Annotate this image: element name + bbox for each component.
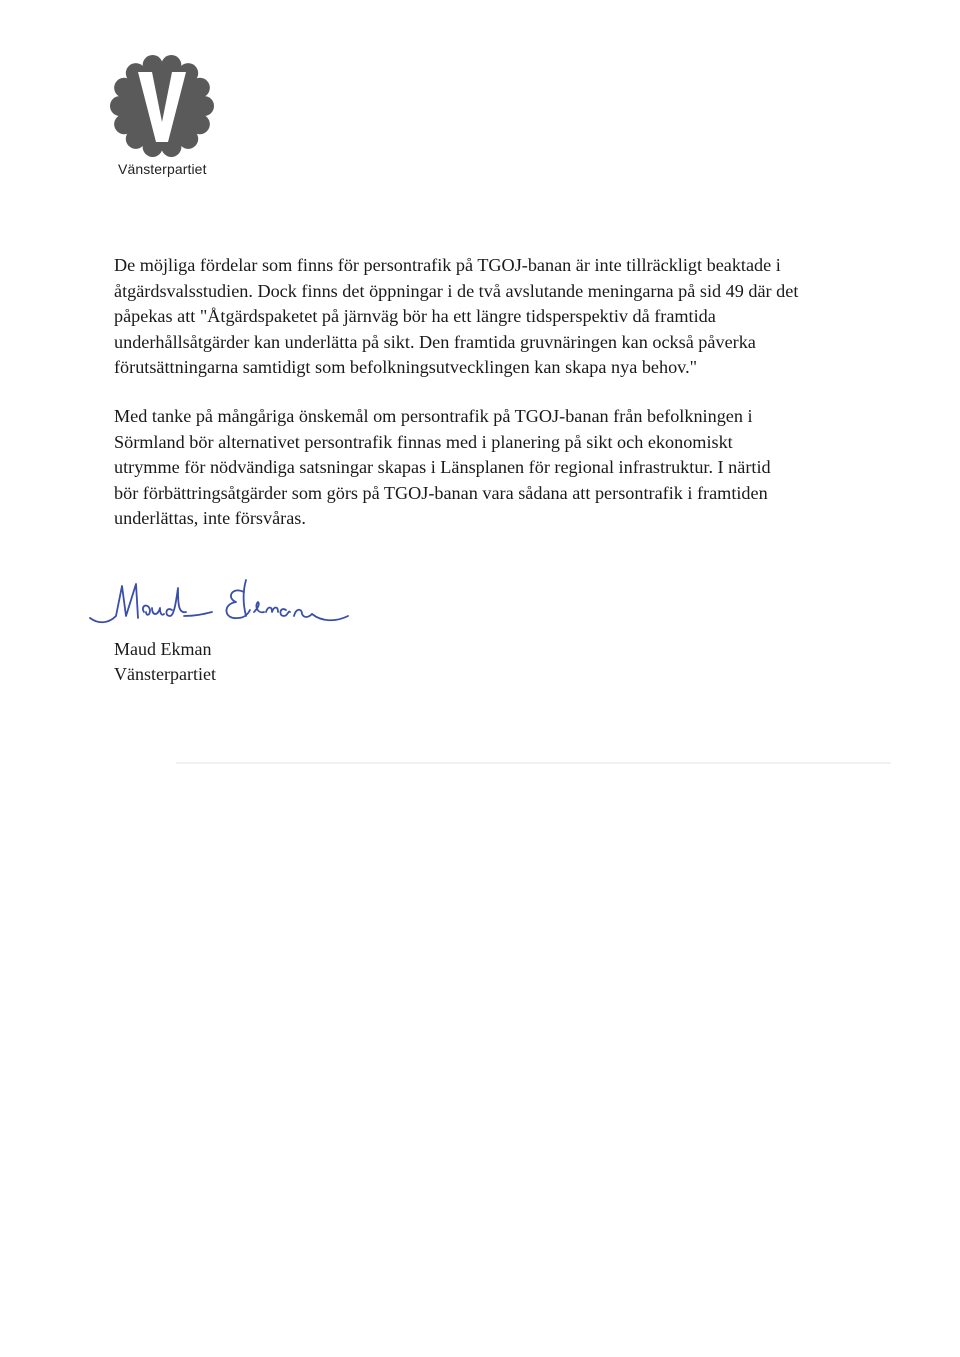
signatory-party: Vänsterpartiet	[114, 664, 216, 684]
paragraph-line: förutsättningarna samtidigt som befolkningsutvecklingen kan skapa nya behov."	[114, 357, 698, 378]
paragraph-line: De möjliga fördelar som finns för persontrafik på TGOJ-banan är inte tillräckligt beaktade i	[114, 255, 781, 275]
paragraph-line: underlättas, inte försvåras.	[114, 508, 306, 529]
paragraph-line: åtgärdsvalsstudien. Dock finns det öppningar i de två avslutande meningarna på sid 49 där det	[114, 280, 799, 301]
paragraph-line: Med tanke på mångåriga önskemål om persontrafik på TGOJ-banan från befolkningen i	[114, 406, 753, 426]
paragraph-1	[114, 253, 834, 381]
scan-divider	[176, 762, 891, 764]
paragraph-line: bör förbättringsåtgärder som görs på TGOJ-banan vara sådana att persontrafik i framtiden	[114, 482, 768, 503]
vansterpartiet-logo-icon	[108, 50, 216, 162]
paragraph-line: Sörmland bör alternativet persontrafik finnas med i planering på sikt och ekonomiskt	[114, 431, 733, 452]
paragraph-line: påpekas att "Åtgärdspaketet på järnväg bör ha ett längre tidsperspektiv då framtida	[114, 306, 716, 327]
paragraph-line: underhållsåtgärder kan underlätta på sikt. Den framtida gruvnäringen kan också påverka	[114, 331, 756, 352]
paragraph-2	[114, 404, 834, 532]
logo-caption: Vänsterpartiet	[118, 161, 207, 177]
paragraph-line: utrymme för nödvändiga satsningar skapas i Länsplanen för regional infrastruktur. I närtid	[114, 457, 771, 478]
signatory-name: Maud Ekman	[114, 639, 212, 659]
